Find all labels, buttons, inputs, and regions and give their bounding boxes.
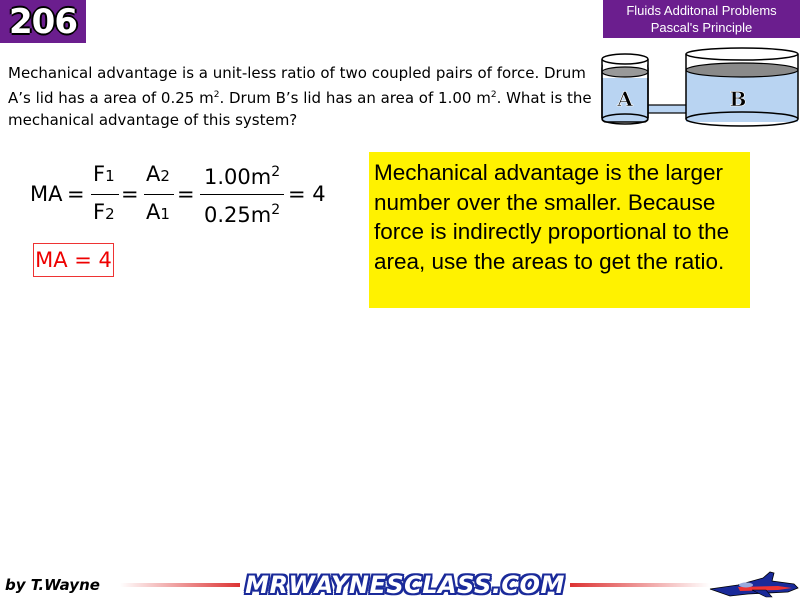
drum-a-label: A [617, 87, 633, 111]
drum-b-label: B [729, 87, 747, 111]
drums-diagram [598, 42, 800, 134]
frac-f-denominator: F2 [93, 200, 115, 224]
mechanical-advantage-equation [30, 160, 350, 240]
frac-value-line [200, 194, 284, 195]
frac-a-numerator: A2 [146, 162, 170, 186]
drum-b-lid [686, 63, 798, 77]
slide-number-badge [0, 0, 86, 43]
question-text: Mechanical advantage is a unit-less ratio of two coupled pairs of force. Drum A’s lid has a area of 0.25 $m^2$. Drum B’s lid has an area of 1.00 $m^2$. What is the mechanical advantage of this system? [8, 64, 592, 129]
eq-sign-2: = [121, 182, 139, 206]
drum-a-lid [602, 67, 648, 77]
eq-sign-3: = [177, 182, 195, 206]
footer-site-logo: MRWAYNESCLASS.COM [245, 571, 565, 599]
frac-f-line [91, 194, 119, 195]
answer-box [33, 243, 114, 277]
frac-f-numerator: F1 [93, 162, 115, 186]
topic-banner [603, 0, 800, 38]
eq-result: = 4 [288, 182, 326, 206]
eq-sign-1: = [67, 182, 85, 206]
topic-subtitle: Pascal's Principle [650, 20, 753, 35]
topic-title: Fluids Additonal Problems [626, 3, 777, 18]
eq-lhs: MA [30, 182, 63, 206]
slide-number: 206 [9, 1, 77, 42]
explanation-note: Mechanical advantage is the larger number over the smaller. Because force is indirectly proportional to the area, use the areas to get the ratio. [369, 152, 750, 308]
frac-value-numerator: $1.00m^2$ [204, 164, 281, 189]
footer-author: by T.Wayne [5, 576, 100, 594]
frac-a-line [144, 194, 174, 195]
frac-a-denominator: A1 [146, 200, 170, 224]
connecting-pipe [648, 105, 688, 113]
jet-logo-icon [708, 570, 800, 600]
answer-text: MA = 4 [35, 248, 112, 272]
frac-value-denominator: $0.25m^2$ [204, 202, 281, 227]
